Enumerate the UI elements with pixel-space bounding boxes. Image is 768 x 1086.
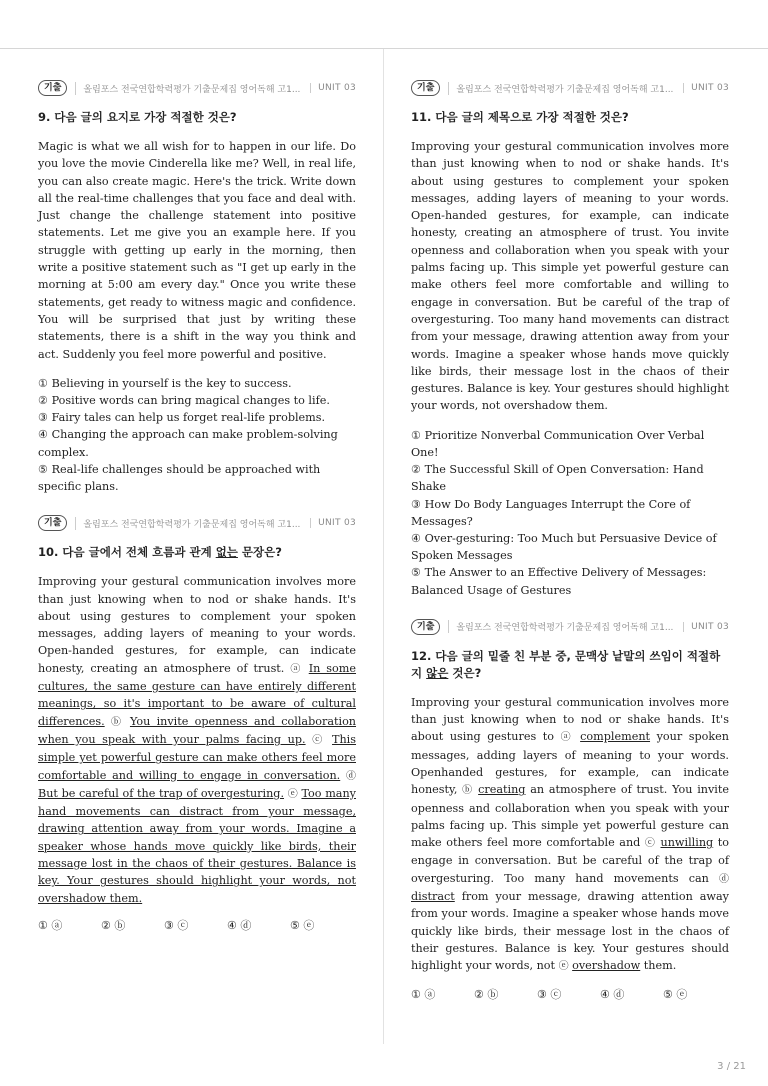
question-title: 9. 다음 글의 요지로 가장 적절한 것은? (38, 110, 237, 124)
sentence-a: In some cultures, the same gesture can have entirely different meanings, so it's important to be aware of cultural differences. (38, 661, 357, 728)
choice-4[interactable]: ④ ⓓ (227, 918, 252, 932)
word-c: unwilling (660, 836, 714, 850)
mark-d: ⓓ (719, 873, 729, 885)
option-4[interactable]: ④ Over-gesturing: Too Much but Persuasive Device of Spoken Messages (411, 531, 717, 563)
question-header (38, 78, 356, 98)
choice-2[interactable]: ② ⓑ (101, 918, 126, 932)
title-underlined: 않은 (426, 665, 449, 680)
option-2[interactable]: ② Positive words can bring magical changes to life. (38, 394, 330, 408)
past-exam-tag: 기출 (38, 80, 67, 96)
source-label: 올림포스 전국연합학력평가 기출문제집 영어독해 고1... (75, 82, 273, 95)
question-header (411, 617, 729, 637)
passage: Magic is what we all wish for to happen in our life. Do you love the movie Cinderella like me? Well, in real life, you can also create magic. Here's the trick. Write down all the real-time challenges that you face and deal with. Just change the challenge statement into positive statements. Let me give you an example here. If you struggle with getting up early in the morning, then write a positive statement such as "I get up early in the morning at 5:00 am every day." Once you write these statements, get ready to witness magic and confidence. You will be surprised that just by writing these statements, there is a shift in the way you think and act. Suddenly you feel more powerful and positive. (38, 140, 356, 361)
passage-part-6: them. (640, 959, 677, 973)
choice-1[interactable]: ① ⓐ (411, 987, 436, 1001)
option-5[interactable]: ⑤ Real-life challenges should be approached with specific plans. (38, 462, 321, 494)
question-9 (38, 78, 356, 495)
left-column (38, 78, 356, 951)
option-4[interactable]: ④ Changing the approach can make problem-solving complex. (38, 428, 338, 459)
mark-c: ⓒ (644, 838, 656, 850)
question-title: 11. 다음 글의 제목으로 가장 적절한 것은? (411, 110, 629, 124)
option-3[interactable]: ③ Fairy tales can help us forget real-life problems. (38, 411, 326, 425)
mark-b: ⓑ (462, 785, 474, 797)
passage (38, 573, 356, 907)
question-title (38, 544, 356, 561)
unit-label: UNIT 03 (310, 83, 356, 93)
options (411, 427, 729, 599)
source-label: 올림포스 전국연합학력평가 기출문제집 영어독해 고1... (448, 82, 646, 95)
question-12 (411, 617, 729, 1002)
mark-e: ⓔ (287, 788, 298, 800)
passage-part-3: an atmosphere of trust. You invite openness and collaboration when you speak with your palms facing up. This simple yet powerful gesture can make others feel more comfortable and (411, 783, 729, 850)
sentence-c: This simple yet powerful gesture can make others feel more comfortable and willing to engage in conversation. (38, 732, 357, 782)
choice-3[interactable]: ③ ⓒ (537, 987, 562, 1001)
choice-5[interactable]: ⑤ ⓔ (663, 987, 688, 1001)
page-number: 3 / 21 (717, 1061, 746, 1072)
title-text: 10. 다음 글에서 전체 흐름과 관계 (38, 545, 216, 560)
sentence-d: But be careful of the trap of overgesturing. (38, 786, 285, 800)
option-5[interactable]: ⑤ The Answer to an Effective Delivery of Messages: Balanced Usage of Gestures (411, 566, 707, 597)
option-2[interactable]: ② The Successful Skill of Open Conversation: Hand Shake (411, 463, 704, 494)
choice-5[interactable]: ⑤ ⓔ (290, 918, 315, 932)
answer-choices (38, 917, 356, 933)
mark-e: ⓔ (558, 961, 569, 973)
options (38, 375, 356, 495)
passage-part-4: to engage in conversation. But be careful of the trap of overgesturing. Too many hand movements can (411, 836, 729, 885)
unit-label: UNIT 03 (683, 83, 729, 93)
passage-part-5: from your message, drawing attention away from your words. Imagine a speaker whose hands move quickly like birds, their message lost in the chaos of their gestures. Balance is key. Your gestures should highlight your words, not (411, 890, 729, 973)
title-text-end: 문장은? (237, 545, 282, 560)
question-title (411, 648, 729, 682)
question-header (411, 78, 729, 98)
choice-4[interactable]: ④ ⓓ (600, 987, 625, 1001)
source-label: 올림포스 전국연합학력평가 기출문제집 영어독해 고1... (448, 620, 646, 633)
mark-b: ⓑ (110, 716, 124, 728)
mark-a: ⓐ (560, 732, 574, 744)
column-divider (383, 49, 384, 1044)
answer-choices (411, 986, 729, 1002)
word-d: distract (411, 890, 455, 904)
choice-3[interactable]: ③ ⓒ (164, 918, 189, 932)
question-10 (38, 513, 356, 933)
mark-c: ⓒ (312, 734, 326, 746)
sentence-e: Too many hand movements can distract from your message, drawing attention away from your words. Imagine a speaker whose hands move quickly like birds, their message lost in the chaos of their gestures. Balance is key. Your gestures should highlight your words, not overshadow them. (38, 786, 356, 905)
past-exam-tag: 기출 (411, 80, 440, 96)
passage-part-2: your spoken messages, adding layers of meaning to your words. Openhanded gestures, for example, can indicate honesty, (411, 730, 729, 797)
choice-1[interactable]: ① ⓐ (38, 918, 63, 932)
choice-2[interactable]: ② ⓑ (474, 987, 499, 1001)
question-header (38, 513, 356, 533)
mark-d: ⓓ (346, 770, 356, 782)
right-column (411, 78, 729, 1020)
word-e: overshadow (572, 959, 641, 973)
passage-intro: Improving your gestural communication involves more than just knowing when to nod or shake hands. It's about using gestures to complement your spoken messages, adding layers of meaning to your words. Open-handed gestures, for example, can indicate honesty, creating an atmosphere of trust. (38, 575, 356, 675)
title-text-end: 것은? (448, 665, 482, 680)
unit-label: UNIT 03 (310, 518, 356, 528)
question-11 (411, 78, 729, 599)
title-text: 12. 다음 글의 밑줄 친 부분 중, 문맥상 낱말의 쓰임이 적절하지 (411, 648, 721, 680)
word-b: creating (478, 783, 526, 797)
passage: Improving your gestural communication involves more than just knowing when to nod or shake hands. It's about using gestures to complement your spoken messages, adding layers of meaning to your words. Open-handed gestures, for example, can indicate honesty, creating an atmosphere of trust. You invite openness and collaboration when you speak with your palms facing up. This simple yet powerful gesture can make others feel more comfortable and willing to engage in conversation. But be careful of the trap of overgesturing. Too many hand movements can distract from your message, drawing attention away from your words. Imagine a speaker whose hands move quickly like birds, their message lost in the chaos of their gestures. Balance is key. Your gestures should highlight your words, not overshadow them. (411, 140, 729, 413)
option-3[interactable]: ③ How Do Body Languages Interrupt the Core of Messages? (411, 497, 691, 528)
title-underlined: 없는 (215, 545, 238, 560)
word-a: complement (580, 730, 651, 744)
passage (411, 694, 729, 976)
option-1[interactable]: ① Believing in yourself is the key to success. (38, 376, 292, 390)
sentence-b: You invite openness and collaboration when you speak with your palms facing up. (38, 714, 357, 746)
source-label: 올림포스 전국연합학력평가 기출문제집 영어독해 고1... (75, 517, 273, 530)
past-exam-tag: 기출 (38, 515, 67, 531)
past-exam-tag: 기출 (411, 619, 440, 635)
option-1[interactable]: ① Prioritize Nonverbal Communication Over Verbal One! (411, 428, 705, 459)
top-divider (0, 48, 768, 49)
passage-part-1: Improving your gestural communication involves more than just knowing when to nod or shake hands. It's about using gestures to (411, 695, 729, 744)
mark-a: ⓐ (290, 663, 303, 675)
unit-label: UNIT 03 (683, 622, 729, 632)
